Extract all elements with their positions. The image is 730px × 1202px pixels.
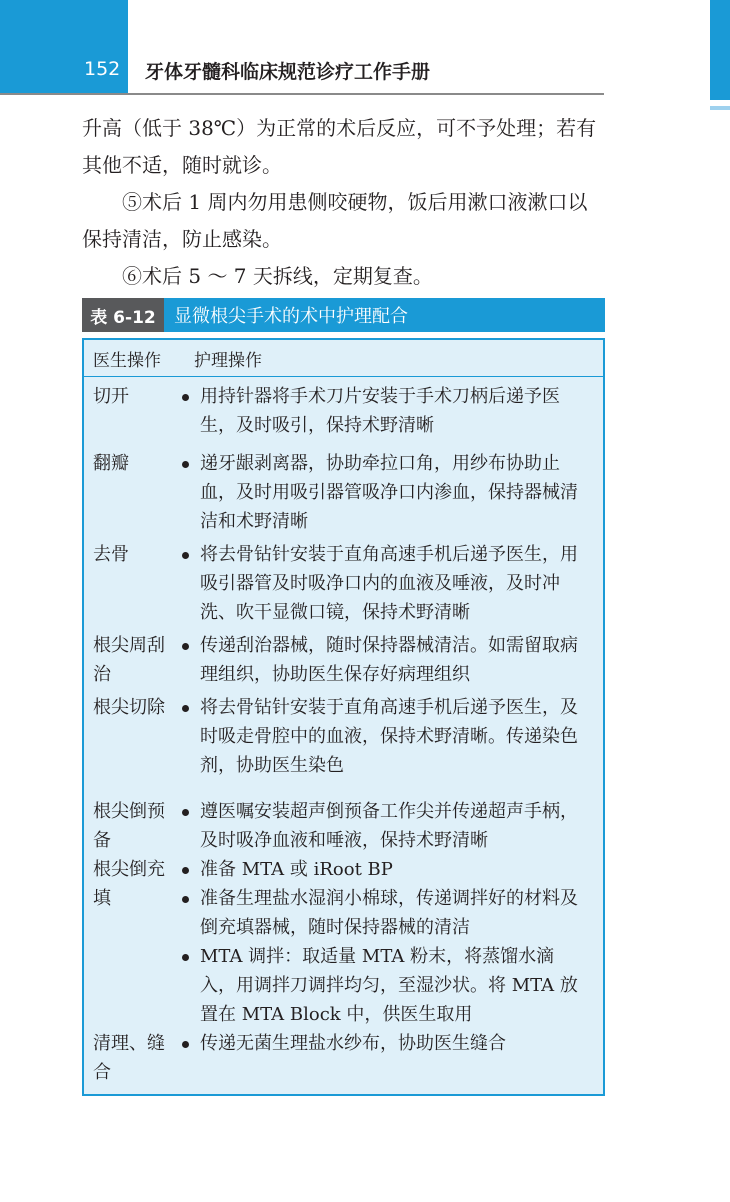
table-row: [84, 449, 603, 536]
header-color-block: [0, 0, 128, 95]
nursing-action-text: 将去骨钻针安装于直角高速手机后递予医生，用吸引器管及时吸净口内的血液及唾液，及时冲洗、吹干显微口镜，保持术野清晰: [200, 544, 578, 623]
header-nursing-operation: 护理操作: [194, 351, 262, 371]
nursing-actions-cell: [178, 449, 586, 536]
page-number: 152: [84, 58, 121, 80]
nursing-action-item: [178, 693, 586, 780]
body-paragraph-2: ⑤术后 1 周内勿用患侧咬硬物，饭后用漱口液漱口以保持清洁，防止感染。: [82, 190, 588, 251]
nursing-actions-cell: [178, 1029, 586, 1087]
nursing-action-item: [178, 797, 586, 855]
nursing-action-item: [178, 942, 586, 1029]
bullet-icon: [182, 552, 189, 559]
bullet-icon: [182, 809, 189, 816]
nursing-action-item: [178, 449, 586, 536]
nursing-action-text: 准备 MTA 或 iRoot BP: [200, 859, 393, 880]
nursing-action-item: [178, 382, 586, 440]
side-tab: [710, 0, 730, 100]
doctor-operation-cell: 根尖倒预备: [93, 801, 165, 851]
doctor-operation-cell: 清理、缝合: [93, 1033, 165, 1083]
table-row: [84, 540, 603, 627]
bullet-icon: [182, 394, 189, 401]
table-label: 表 6-12: [82, 298, 164, 332]
table-row: [84, 693, 603, 780]
nursing-action-item: [178, 1029, 586, 1058]
bullet-icon: [182, 461, 189, 468]
header-doctor-operation: 医生操作: [93, 351, 161, 371]
doctor-operation-cell: 根尖切除: [93, 697, 165, 718]
body-paragraph-3: ⑥术后 5 ～ 7 天拆线，定期复查。: [122, 264, 433, 288]
table-caption: [82, 298, 605, 332]
doctor-operation-cell: 去骨: [93, 544, 129, 565]
bullet-icon: [182, 1041, 189, 1048]
nursing-actions-cell: [178, 693, 586, 780]
nursing-actions-cell: [178, 382, 586, 440]
table-row: [84, 382, 603, 440]
table-title: 显微根尖手术的术中护理配合: [174, 306, 408, 327]
nursing-action-text: 准备生理盐水湿润小棉球，传递调拌好的材料及倒充填器械，随时保持器械的清洁: [200, 888, 578, 938]
table-row: [84, 1029, 603, 1087]
table-row: [84, 797, 603, 855]
running-title: 牙体牙髓科临床规范诊疗工作手册: [145, 61, 431, 83]
bullet-icon: [182, 954, 189, 961]
doctor-operation-cell: 切开: [93, 386, 129, 407]
nursing-action-text: 递牙龈剥离器，协助牵拉口角，用纱布协助止血，及时用吸引器管吸净口内渗血，保持器械清洁和术野清晰: [200, 453, 578, 532]
nursing-action-text: 传递无菌生理盐水纱布，协助医生缝合: [200, 1033, 506, 1054]
nursing-action-text: 传递刮治器械，随时保持器械清洁。如需留取病理组织，协助医生保存好病理组织: [200, 635, 578, 685]
nursing-action-text: MTA 调拌：取适量 MTA 粉末，将蒸馏水滴入，用调拌刀调拌均匀，至湿沙状。将 MTA 放置在 MTA Block 中，供医生取用: [200, 946, 578, 1025]
nursing-action-item: [178, 884, 586, 942]
nursing-action-text: 用持针器将手术刀片安装于手术刀柄后递予医生，及时吸引，保持术野清晰: [200, 386, 560, 436]
bullet-icon: [182, 705, 189, 712]
nursing-actions-cell: [178, 540, 586, 627]
bullet-icon: [182, 643, 189, 650]
nursing-action-text: 将去骨钻针安装于直角高速手机后递予医生，及时吸走骨腔中的血液，保持术野清晰。传递染色剂，协助医生染色: [200, 697, 578, 776]
nursing-actions-cell: [178, 797, 586, 855]
bullet-icon: [182, 896, 189, 903]
nursing-actions-cell: [178, 631, 586, 689]
nursing-table: [82, 338, 605, 1096]
doctor-operation-cell: 翻瓣: [93, 453, 129, 474]
nursing-actions-cell: [178, 855, 586, 1029]
header-divider: [0, 93, 604, 95]
table-body: [84, 382, 603, 1087]
side-tab-line: [710, 106, 730, 110]
nursing-action-item: [178, 540, 586, 627]
table-header-row: [84, 340, 603, 377]
nursing-action-text: 遵医嘱安装超声倒预备工作尖并传递超声手柄，及时吸净血液和唾液，保持术野清晰: [200, 801, 578, 851]
table-row: [84, 855, 603, 1029]
nursing-action-item: [178, 855, 586, 884]
body-paragraph-1: 升高（低于 38℃）为正常的术后反应，可不予处理；若有其他不适，随时就诊。: [82, 116, 597, 177]
doctor-operation-cell: 根尖周刮治: [93, 635, 165, 685]
bullet-icon: [182, 867, 189, 874]
table-row: [84, 631, 603, 689]
doctor-operation-cell: 根尖倒充填: [93, 859, 165, 909]
nursing-action-item: [178, 631, 586, 689]
